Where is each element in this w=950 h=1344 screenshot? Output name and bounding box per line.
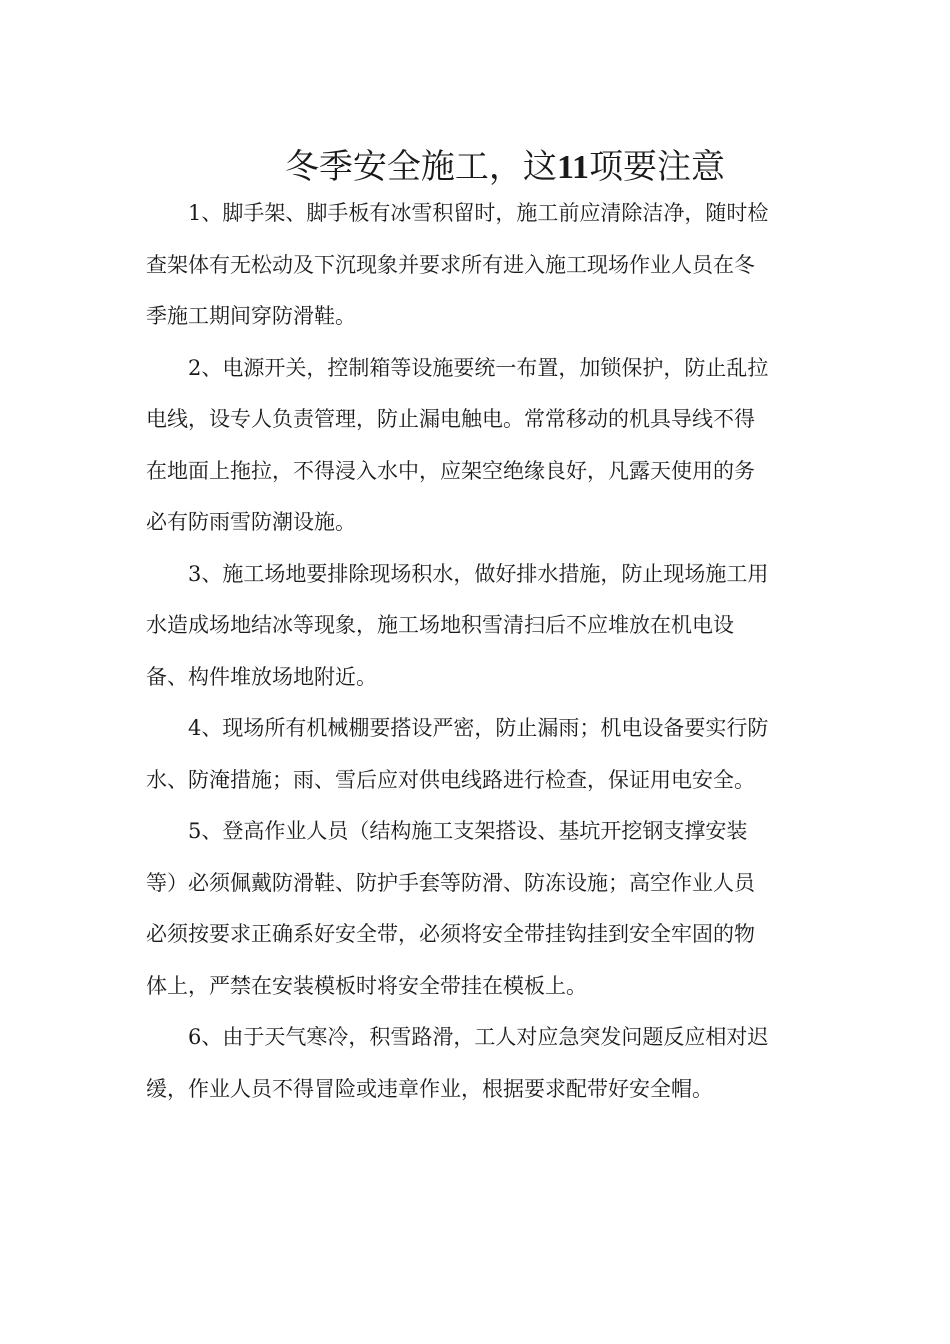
- title-text-before: 冬季安全施工，这: [284, 146, 557, 187]
- paragraph-1: [146, 188, 808, 343]
- paragraph-2: [146, 343, 808, 549]
- paragraph-line: 4、现场所有机械棚要搭设严密，防止漏雨；机电设备要实行防: [188, 716, 769, 740]
- paragraph-line: 1、脚手架、脚手板有冰雪积留时，施工前应清除洁净，随时检: [188, 201, 769, 225]
- paragraph-line: 3、施工场地要排除现场积水，做好排水措施，防止现场施工用: [188, 561, 769, 586]
- paragraph-line: 必有防雨雪防潮设施。: [146, 510, 356, 534]
- title-number: 11: [556, 148, 590, 186]
- paragraph-line: 电线，设专人负责管理，防止漏电触电。常常移动的机具导线不得: [146, 407, 755, 431]
- paragraph-4: [146, 703, 808, 806]
- paragraph-line: 缓，作业人员不得冒险或违章作业，根据要求配带好安全帽。: [146, 1076, 713, 1101]
- paragraph-line: 2、电源开关，控制箱等设施要统一布置，加锁保护，防止乱拉: [188, 355, 769, 380]
- page-title: [0, 141, 950, 194]
- paragraph-line: 必须按要求正确系好安全带，必须将安全带挂钩挂到安全牢固的物: [146, 922, 755, 946]
- paragraph-line: 备、构件堆放场地附近。: [146, 664, 377, 689]
- title-text-after: 项要注意: [589, 146, 726, 187]
- paragraph-5: [146, 806, 808, 1012]
- paragraph-line: 水、防淹措施；雨、雪后应对供电线路进行检查，保证用电安全。: [146, 767, 755, 792]
- paragraph-line: 在地面上拖拉，不得浸入水中，应架空绝缘良好，凡露天使用的务: [146, 458, 755, 483]
- document-body: [146, 188, 808, 1115]
- paragraph-line: 季施工期间穿防滑鞋。: [146, 304, 356, 328]
- paragraph-line: 6、由于天气寒冷，积雪路滑，工人对应急突发问题反应相对迟: [188, 1025, 769, 1049]
- paragraph-line: 查架体有无松动及下沉现象并要求所有进入施工现场作业人员在冬: [146, 252, 755, 277]
- paragraph-line: 体上，严禁在安装模板时将安全带挂在模板上。: [146, 973, 587, 998]
- paragraph-3: [146, 549, 808, 704]
- paragraph-line: 5、登高作业人员（结构施工支架搭设、基坑开挖钢支撑安装: [188, 819, 748, 843]
- paragraph-line: 水造成场地结冰等现象，施工场地积雪清扫后不应堆放在机电设: [146, 613, 734, 637]
- paragraph-6: [146, 1012, 808, 1115]
- paragraph-line: 等）必须佩戴防滑鞋、防护手套等防滑、防冻设施；高空作业人员: [146, 870, 755, 895]
